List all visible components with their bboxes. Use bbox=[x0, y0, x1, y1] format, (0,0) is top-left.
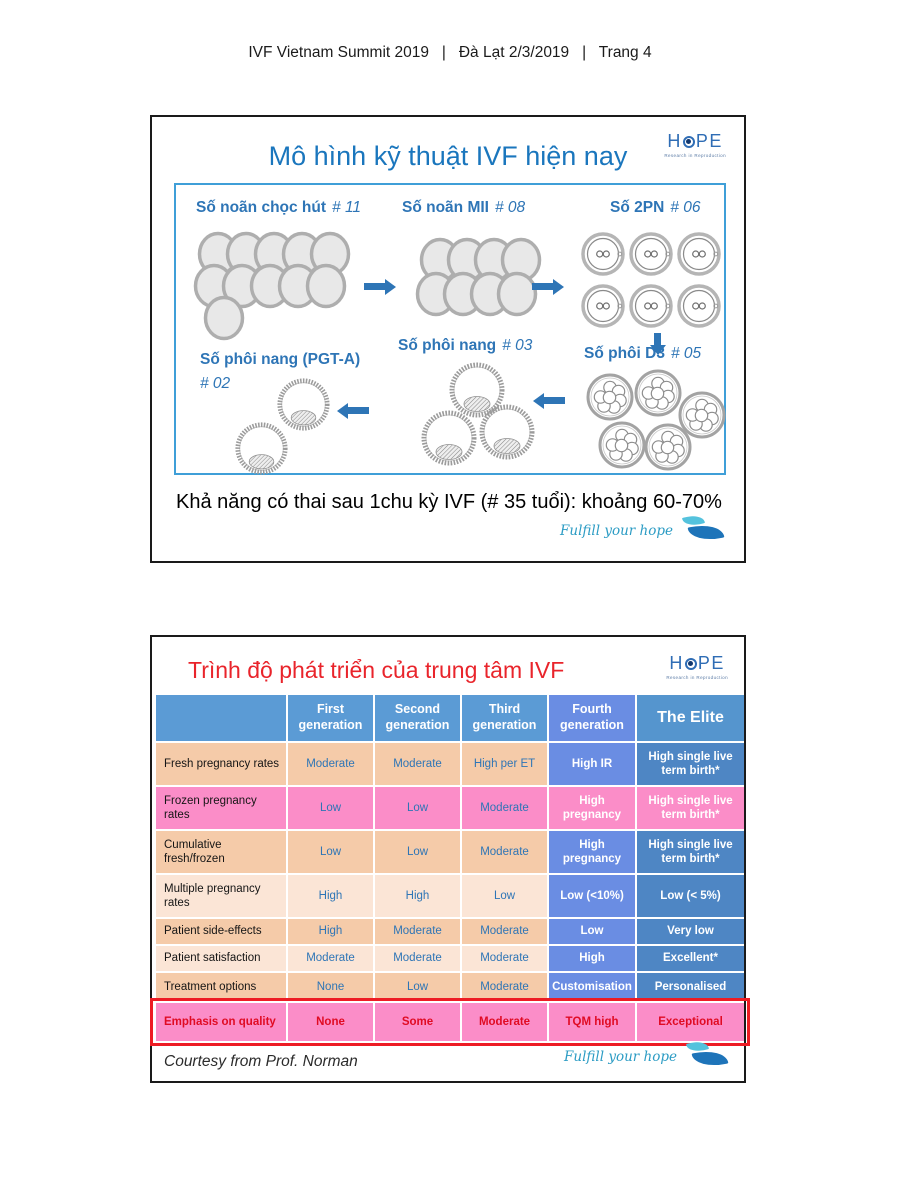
stage-count: # 08 bbox=[494, 199, 526, 216]
table-cell: Low bbox=[462, 875, 547, 917]
table-cell: Low (< 5%) bbox=[637, 875, 744, 917]
page-header: IVF Vietnam Summit 2019 | Đà Lạt 2/3/2019 | Trang 4 bbox=[248, 44, 652, 61]
table-cell: Moderate bbox=[462, 831, 547, 873]
stage-count: # 06 bbox=[670, 199, 701, 216]
stage-label-text: Số phôi D3 bbox=[584, 345, 665, 362]
table-cell: Low bbox=[375, 831, 460, 873]
brand-footer bbox=[560, 515, 724, 543]
table-cell: Low (<10%) bbox=[549, 875, 635, 917]
blastocyst-icon bbox=[234, 421, 289, 476]
table-cell: Customisation bbox=[549, 973, 635, 1001]
table-cell: None bbox=[288, 1003, 373, 1041]
table-cell: High bbox=[549, 946, 635, 971]
table-cell: High single live term birth* bbox=[637, 787, 744, 829]
zygote-icon bbox=[580, 231, 626, 277]
table-cell: TQM high bbox=[549, 1003, 635, 1041]
eye-icon bbox=[685, 658, 697, 670]
tagline-text: Fulfill your hope bbox=[560, 523, 673, 539]
column-header: Second generation bbox=[375, 695, 460, 741]
tagline-text: Fulfill your hope bbox=[564, 1049, 677, 1065]
zygote-icon bbox=[628, 231, 674, 277]
embryo-icon bbox=[586, 373, 634, 421]
table-cell: Moderate bbox=[375, 743, 460, 785]
embryo-icon bbox=[644, 423, 692, 471]
column-header-empty bbox=[156, 695, 286, 741]
table-cell: High bbox=[288, 919, 373, 944]
row-label: Patient side-effects bbox=[156, 919, 286, 944]
table-cell: Personalised bbox=[637, 973, 744, 1001]
row-label: Fresh pregnancy rates bbox=[156, 743, 286, 785]
row-label: Multiple pregnancy rates bbox=[156, 875, 286, 917]
row-label: Frozen pregnancy rates bbox=[156, 787, 286, 829]
stage-label-blastocyst bbox=[398, 337, 532, 355]
zygote-icon bbox=[580, 283, 626, 329]
stage-count: # 03 bbox=[502, 337, 533, 354]
table-cell: High pregnancy bbox=[549, 787, 635, 829]
egg-icon bbox=[304, 263, 348, 309]
table-cell: High single live term birth* bbox=[637, 743, 744, 785]
stage-count: # 05 bbox=[670, 345, 702, 362]
stage-label-d3 bbox=[584, 345, 701, 363]
column-header: Third generation bbox=[462, 695, 547, 741]
stage-label-text: Số 2PN bbox=[610, 199, 665, 216]
hope-logo bbox=[666, 653, 728, 680]
table-cell: High bbox=[375, 875, 460, 917]
table-cell: High pregnancy bbox=[549, 831, 635, 873]
table-cell: Moderate bbox=[288, 743, 373, 785]
stage-label-text: Số noãn MII bbox=[402, 199, 489, 216]
table-cell: High per ET bbox=[462, 743, 547, 785]
stage-count-pgta: # 02 bbox=[200, 375, 231, 392]
column-header: Fourth generation bbox=[549, 695, 635, 741]
egg-icon bbox=[202, 295, 246, 341]
table-cell: Moderate bbox=[462, 919, 547, 944]
hope-logo-h: H bbox=[669, 653, 684, 673]
blastocyst-icon bbox=[420, 409, 478, 467]
flow-arrow-left-icon bbox=[348, 407, 369, 414]
hope-logo bbox=[664, 131, 726, 158]
table-cell: Moderate bbox=[462, 787, 547, 829]
table-cell: Some bbox=[375, 1003, 460, 1041]
row-label: Patient satisfaction bbox=[156, 946, 286, 971]
row-label: Treatment options bbox=[156, 973, 286, 1001]
table-cell: High IR bbox=[549, 743, 635, 785]
embryo-icon bbox=[634, 369, 682, 417]
hope-logo-subtext: Research in Reproduction bbox=[666, 675, 728, 680]
slide-2 bbox=[150, 635, 746, 1083]
eye-icon bbox=[683, 136, 695, 148]
stage-label-text: Số phôi nang (PGT-A) bbox=[200, 351, 361, 368]
flow-arrow-down-icon bbox=[654, 333, 661, 345]
column-header: First generation bbox=[288, 695, 373, 741]
stage-label-mii bbox=[402, 199, 525, 217]
pregnancy-probability-caption: Khả năng có thai sau 1chu kỳ IVF (# 35 tuổi): khoảng 60-70% bbox=[176, 491, 722, 513]
ivf-flow-diagram bbox=[174, 183, 726, 475]
flow-arrow-right-icon bbox=[532, 283, 553, 290]
table-cell: Exceptional bbox=[637, 1003, 744, 1041]
slide2-title: Trình độ phát triển của trung tâm IVF bbox=[188, 657, 565, 683]
flow-arrow-right-icon bbox=[364, 283, 385, 290]
hope-logo-pe: PE bbox=[697, 653, 725, 673]
hope-logo-pe: PE bbox=[695, 131, 723, 151]
table-cell: Moderate bbox=[462, 973, 547, 1001]
stage-count: # 11 bbox=[332, 199, 362, 216]
table-cell: Low bbox=[375, 787, 460, 829]
hope-leaf-logo-icon bbox=[684, 1041, 728, 1069]
egg-icon bbox=[495, 271, 539, 317]
table-cell: Low bbox=[375, 973, 460, 1001]
table-cell: Excellent* bbox=[637, 946, 744, 971]
zygote-icon bbox=[676, 283, 722, 329]
blastocyst-icon bbox=[478, 403, 536, 461]
table-cell: Moderate bbox=[375, 919, 460, 944]
stage-label-text: Số noãn chọc hút bbox=[196, 199, 327, 216]
table-cell: Moderate bbox=[375, 946, 460, 971]
table-cell: Low bbox=[288, 787, 373, 829]
slide1-title: Mô hình kỹ thuật IVF hiện nay bbox=[268, 141, 628, 171]
table-cell: Moderate bbox=[288, 946, 373, 971]
brand-footer bbox=[564, 1041, 728, 1069]
zygote-icon bbox=[676, 231, 722, 277]
generation-comparison-table bbox=[156, 695, 744, 1041]
embryo-icon bbox=[598, 421, 646, 469]
stage-label-2pn bbox=[610, 199, 700, 217]
row-label: Cumulative fresh/frozen bbox=[156, 831, 286, 873]
hope-logo-subtext: Research in Reproduction bbox=[664, 153, 726, 158]
zygote-icon bbox=[628, 283, 674, 329]
table-cell: High single live term birth* bbox=[637, 831, 744, 873]
slide-1 bbox=[150, 115, 746, 563]
column-header: The Elite bbox=[637, 695, 744, 741]
stage-label-text: Số phôi nang bbox=[398, 337, 497, 354]
row-label: Emphasis on quality bbox=[156, 1003, 286, 1041]
hope-leaf-logo-icon bbox=[680, 515, 724, 543]
table-cell: Moderate bbox=[462, 1003, 547, 1041]
table-cell: Moderate bbox=[462, 946, 547, 971]
table-cell: High bbox=[288, 875, 373, 917]
credit-text: Courtesy from Prof. Norman bbox=[164, 1053, 358, 1070]
stage-label-blastocyst-pgta bbox=[200, 351, 360, 369]
table-cell: None bbox=[288, 973, 373, 1001]
hope-logo-h: H bbox=[667, 131, 682, 151]
stage-label-retrieved bbox=[196, 199, 361, 217]
table-cell: Low bbox=[549, 919, 635, 944]
table-cell: Very low bbox=[637, 919, 744, 944]
table-cell: Low bbox=[288, 831, 373, 873]
flow-arrow-left-icon bbox=[544, 397, 565, 404]
